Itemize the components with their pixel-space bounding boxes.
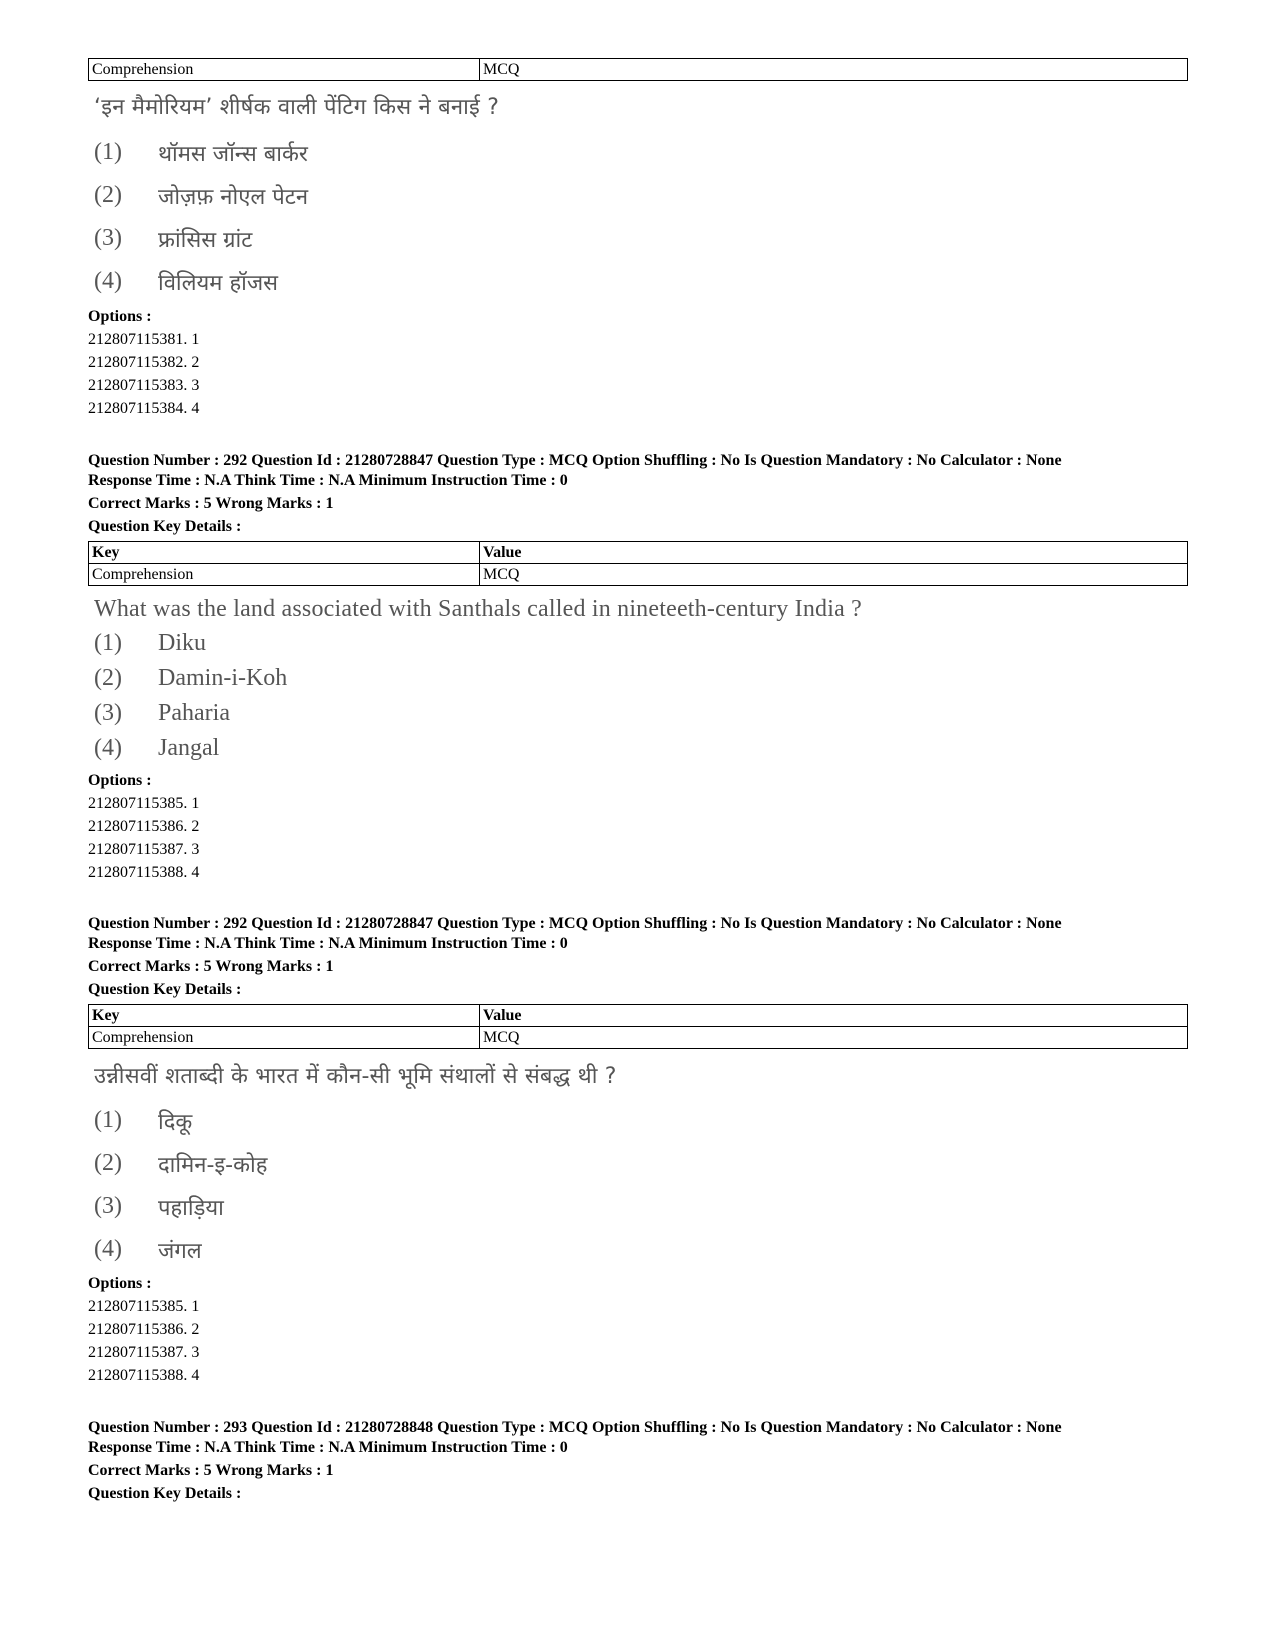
- table-header-value: Value: [480, 1005, 1188, 1027]
- question-key-details: Question Key Details :: [88, 1485, 242, 1502]
- question-meta: Question Number : 292 Question Id : 21280728847 Question Type : MCQ Option Shuffling : No Is Question Mandatory : No Calculator : None: [88, 915, 1062, 932]
- choice-number: (4): [94, 735, 122, 761]
- table-header-row: [89, 1005, 1188, 1027]
- options-label: Options :: [88, 772, 152, 789]
- table-cell-key: Comprehension: [89, 1027, 480, 1049]
- choice-number: (1): [94, 1107, 122, 1133]
- choice-item: [94, 1185, 1188, 1228]
- question-marks: Correct Marks : 5 Wrong Marks : 1: [88, 495, 334, 512]
- question-timing: Response Time : N.A Think Time : N.A Minimum Instruction Time : 0: [88, 1439, 568, 1456]
- option-line: 212807115388. 4: [88, 864, 200, 881]
- option-line: 212807115387. 3: [88, 1344, 200, 1361]
- option-line: 212807115388. 4: [88, 1367, 200, 1384]
- question-timing: Response Time : N.A Think Time : N.A Minimum Instruction Time : 0: [88, 472, 568, 489]
- option-line: 212807115387. 3: [88, 841, 200, 858]
- choice-item: [94, 217, 1188, 260]
- question-text: What was the land associated with Santhals called in nineteeth-century India ?: [94, 596, 863, 622]
- choice-text: दिकू: [158, 1109, 193, 1135]
- choice-item: [94, 1099, 1188, 1142]
- question-meta: Question Number : 293 Question Id : 21280728848 Question Type : MCQ Option Shuffling : No Is Question Mandatory : No Calculator : None: [88, 1419, 1062, 1436]
- choice-number: (2): [94, 665, 122, 691]
- options-label: Options :: [88, 308, 152, 325]
- choice-number: (3): [94, 700, 122, 726]
- table-cell-key: Comprehension: [89, 59, 480, 81]
- choice-item: [94, 260, 1188, 303]
- choice-item: [94, 174, 1188, 217]
- question-timing: Response Time : N.A Think Time : N.A Minimum Instruction Time : 0: [88, 935, 568, 952]
- choice-item: [94, 1228, 1188, 1271]
- options-list-2: [88, 770, 1188, 884]
- choice-text: Jangal: [158, 735, 220, 761]
- question-key-details: Question Key Details :: [88, 981, 242, 998]
- choice-item: [94, 131, 1188, 174]
- table-cell-key: Comprehension: [89, 564, 480, 586]
- question-key-details: Question Key Details :: [88, 518, 242, 535]
- table-cell-value: MCQ: [480, 59, 1188, 81]
- options-list-3: [88, 1273, 1188, 1387]
- choice-number: (3): [94, 1193, 122, 1219]
- table-cell-value: MCQ: [480, 1027, 1188, 1049]
- table-row: [89, 59, 1188, 81]
- option-line: 212807115386. 2: [88, 1321, 200, 1338]
- table-row: [89, 564, 1188, 586]
- choice-item: [94, 1142, 1188, 1185]
- table-header-row: [89, 542, 1188, 564]
- table-cell-value: MCQ: [480, 564, 1188, 586]
- choice-item: [94, 626, 1188, 661]
- option-line: 212807115383. 3: [88, 377, 200, 394]
- question-block-2: [88, 451, 1188, 766]
- choice-number: (1): [94, 630, 122, 656]
- table-header-key: Key: [89, 542, 480, 564]
- options-list-1: [88, 306, 1188, 420]
- key-value-table: [88, 541, 1188, 586]
- question-text: ‘इन मैमोरियम’ शीर्षक वाली पेंटिग किस ने बनाई ?: [94, 95, 500, 120]
- choice-text: Diku: [158, 630, 206, 656]
- choice-item: [94, 731, 1188, 766]
- choice-text: जोज़फ़ नोएल पेटन: [158, 184, 309, 210]
- options-label: Options :: [88, 1275, 152, 1292]
- question-block-1: [88, 58, 1188, 303]
- choice-text: Paharia: [158, 700, 230, 726]
- table-header-key: Key: [89, 1005, 480, 1027]
- choice-item: [94, 661, 1188, 696]
- choice-number: (2): [94, 1150, 122, 1176]
- key-value-table: [88, 58, 1188, 81]
- question-block-4: [88, 1418, 1188, 1504]
- option-line: 212807115385. 1: [88, 1298, 200, 1315]
- question-marks: Correct Marks : 5 Wrong Marks : 1: [88, 958, 334, 975]
- choice-text: दामिन-इ-कोह: [158, 1152, 268, 1178]
- question-marks: Correct Marks : 5 Wrong Marks : 1: [88, 1462, 334, 1479]
- choice-number: (3): [94, 225, 122, 251]
- question-text: उन्नीसवीं शताब्दी के भारत में कौन-सी भूमि संथालों से संबद्ध थी ?: [94, 1064, 617, 1089]
- question-meta: Question Number : 292 Question Id : 21280728847 Question Type : MCQ Option Shuffling : No Is Question Mandatory : No Calculator : None: [88, 452, 1062, 469]
- choice-text: फ्रांसिस ग्रांट: [158, 227, 253, 253]
- question-block-3: [88, 914, 1188, 1271]
- key-value-table: [88, 1004, 1188, 1049]
- choice-text: पहाड़िया: [158, 1195, 224, 1221]
- choice-number: (2): [94, 182, 122, 208]
- choice-number: (1): [94, 139, 122, 165]
- choice-number: (4): [94, 268, 122, 294]
- choice-text: जंगल: [158, 1238, 202, 1264]
- option-line: 212807115384. 4: [88, 400, 200, 417]
- choice-text: थॉमस जॉन्स बार्कर: [158, 141, 308, 167]
- option-line: 212807115381. 1: [88, 331, 200, 348]
- choice-item: [94, 696, 1188, 731]
- table-row: [89, 1027, 1188, 1049]
- choice-text: Damin-i-Koh: [158, 665, 288, 691]
- table-header-value: Value: [480, 542, 1188, 564]
- option-line: 212807115385. 1: [88, 795, 200, 812]
- choice-text: विलियम हॉजस: [158, 270, 279, 296]
- option-line: 212807115386. 2: [88, 818, 200, 835]
- option-line: 212807115382. 2: [88, 354, 200, 371]
- choice-number: (4): [94, 1236, 122, 1262]
